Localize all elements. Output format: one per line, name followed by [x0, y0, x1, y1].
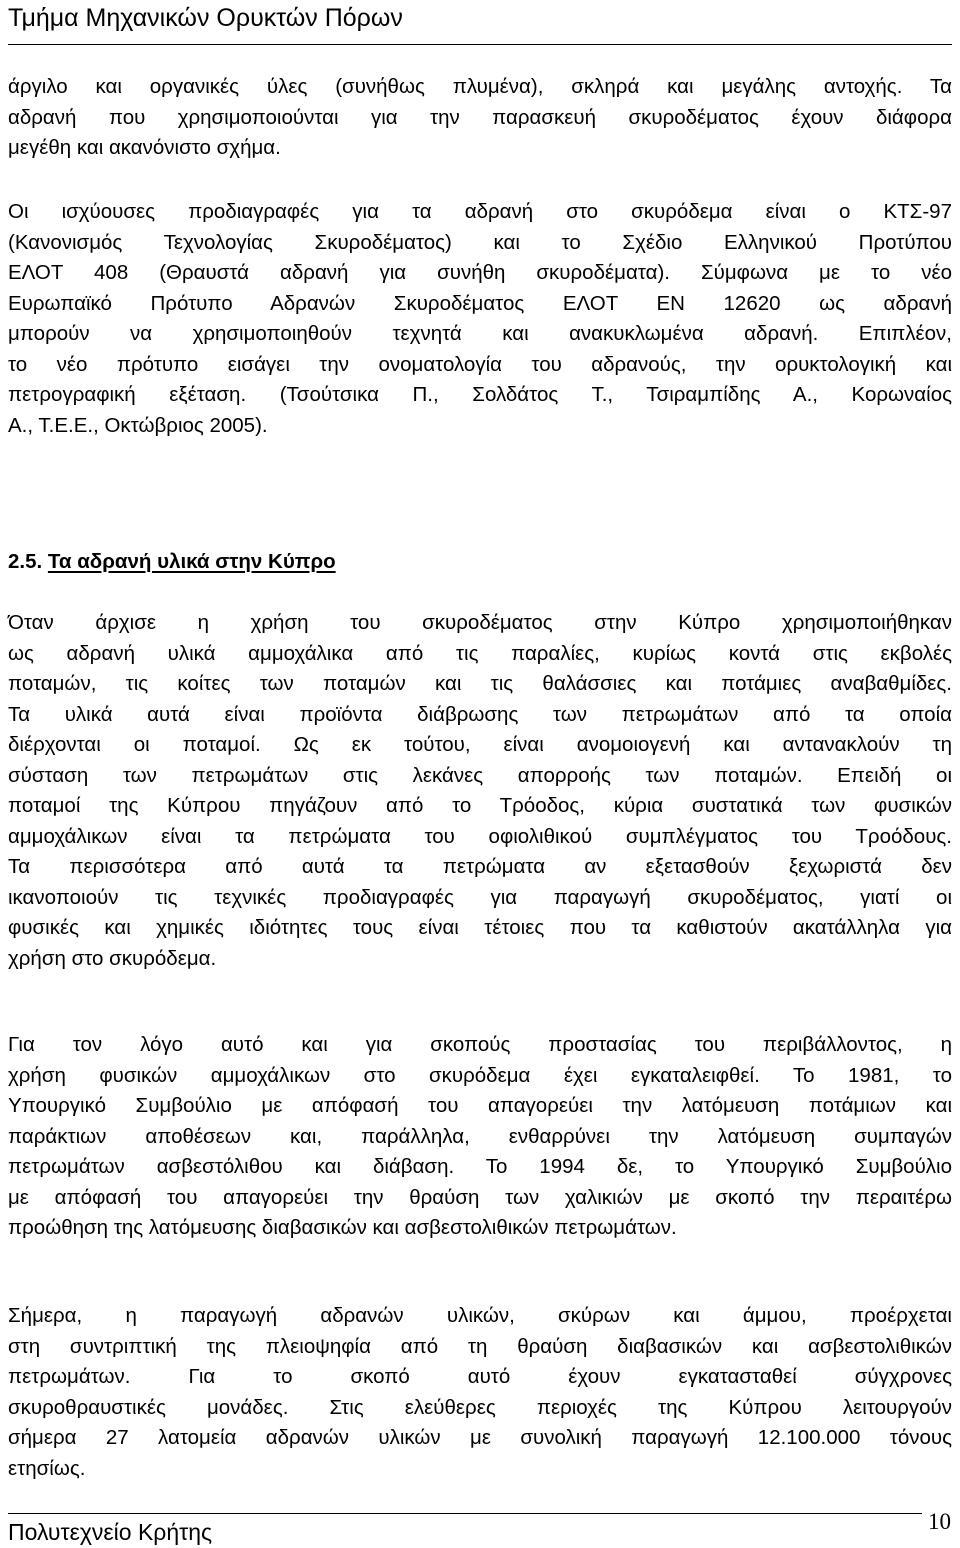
header-divider	[8, 44, 952, 45]
paragraph-specifications	[8, 197, 952, 441]
text-line: με απόφασή του απαγορεύει την θραύση των χαλικιών με σκοπό την περαιτέρω	[8, 1185, 952, 1209]
paragraph-cyprus-history	[8, 608, 952, 974]
text-line: παράκτιων αποθέσεων και, παράλληλα, ενθαρρύνει την λατόμευση συμπαγών	[8, 1124, 952, 1148]
text-line: ποταμοί της Κύπρου πηγάζουν από το Τρόοδος, κύρια συστατικά των φυσικών	[8, 794, 952, 817]
text-line: σήμερα 27 λατομεία αδρανών υλικών με συνολική παραγωγή 12.100.000 τόνους	[8, 1426, 952, 1449]
text-line: Α., Τ.Ε.Ε., Οκτώβριος 2005).	[8, 413, 268, 437]
text-line: ετησίως.	[8, 1456, 86, 1480]
text-line: Ευρωπαϊκό Πρότυπο Αδρανών Σκυροδέματος ΕΛΟΤ ΕΝ 12620 ως αδρανή	[8, 291, 952, 315]
text-line: άργιλο και οργανικές ύλες (συνήθως πλυμένα), σκληρά και μεγάλης αντοχής. Τα	[8, 75, 952, 98]
text-line: πετρογραφική εξέταση. (Τσούτσικα Π., Σολδάτος Τ., Τσιραμπίδης Α., Κορωναίος	[8, 383, 952, 406]
page-number: 10	[928, 1509, 951, 1534]
text-line: αδρανή που χρησιμοποιούνται για την παρασκευή σκυροδέματος έχουν διάφορα	[8, 105, 952, 129]
paragraph-intro-continuation	[8, 72, 952, 164]
text-line: φυσικές και χημικές ιδιότητες τους είναι τέτοιες που τα καθιστούν ακατάλληλα για	[8, 916, 952, 939]
footer-institution: Πολυτεχνείο Κρήτης	[8, 1519, 213, 1545]
text-line: σύσταση των πετρωμάτων στις λεκάνες απορροής των ποταμών. Επειδή οι	[8, 763, 952, 787]
paragraph-production-today	[8, 1301, 952, 1484]
paragraph-regulation	[8, 1030, 952, 1244]
text-line: Υπουργικό Συμβούλιο με απόφασή του απαγορεύει την λατόμευση ποτάμιων και	[8, 1094, 952, 1117]
text-line: πετρωμάτων. Για το σκοπό αυτό έχουν εγκατασταθεί σύγχρονες	[8, 1365, 952, 1388]
text-line: προώθηση της λατόμευσης διαβασικών και ασβεστολιθικών πετρωμάτων.	[8, 1216, 677, 1239]
section-number: 2.5.	[8, 550, 43, 573]
text-line: ικανοποιούν τις τεχνικές προδιαγραφές για παραγωγή σκυροδέματος, γιατί οι	[8, 885, 952, 909]
header-title: Τμήμα Μηχανικών Ορυκτών Πόρων	[8, 4, 403, 32]
text-line: ως αδρανή υλικά αμμοχάλικα από τις παραλίες, κυρίως κοντά στις εκβολές	[8, 641, 952, 665]
text-line: ΕΛΟΤ 408 (Θραυστά αδρανή για συνήθη σκυροδέματα). Σύμφωνα με το νέο	[8, 261, 952, 284]
text-line: (Κανονισμός Τεχνολογίας Σκυροδέματος) και το Σχέδιο Ελληνικού Προτύπου	[8, 230, 952, 254]
text-line: ποταμών, τις κοίτες των ποταμών και τις θαλάσσιες και ποτάμιες αναβαθμίδες.	[8, 672, 952, 695]
text-line: Οι ισχύουσες προδιαγραφές για τα αδρανή στο σκυρόδεμα είναι ο ΚΤΣ-97	[8, 200, 952, 223]
text-line: Για τον λόγο αυτό και για σκοπούς προστασίας του περιβάλλοντος, η	[8, 1033, 952, 1056]
text-line: χρήση φυσικών αμμοχάλικων στο σκυρόδεμα έχει εγκαταλειφθεί. Το 1981, το	[8, 1063, 952, 1087]
text-line: το νέο πρότυπο εισάγει την ονοματολογία του αδρανούς, την ορυκτολογική και	[8, 352, 952, 376]
text-line: Όταν άρχισε η χρήση του σκυροδέματος στην Κύπρο χρησιμοποιήθηκαν	[8, 611, 952, 634]
text-line: μπορούν να χρησιμοποιηθούν τεχνητά και ανακυκλωμένα αδρανή. Επιπλέον,	[8, 322, 952, 345]
text-line: Σήμερα, η παραγωγή αδρανών υλικών, σκύρων και άμμου, προέρχεται	[8, 1304, 952, 1327]
section-title: Τα αδρανή υλικά στην Κύπρο	[47, 550, 336, 573]
text-line: στη συντριπτική της πλειοψηφία από τη θραύση διαβασικών και ασβεστολιθικών	[8, 1334, 952, 1358]
section-heading	[8, 547, 336, 577]
text-line: χρήση στο σκυρόδεμα.	[8, 946, 217, 970]
text-line: μεγέθη και ακανόνιστο σχήμα.	[8, 136, 281, 159]
footer-divider	[8, 1513, 922, 1514]
text-line: διέρχονται οι ποταμοί. Ως εκ τούτου, είναι ανομοιογενή και αντανακλούν τη	[8, 733, 952, 756]
text-line: αμμοχάλικων είναι τα πετρώματα του οφιολιθικού συμπλέγματος του Τροόδους.	[8, 824, 952, 848]
text-line: πετρωμάτων ασβεστόλιθου και διάβαση. Το 1994 δε, το Υπουργικό Συμβούλιο	[8, 1155, 952, 1178]
text-line: σκυροθραυστικές μονάδες. Στις ελεύθερες περιοχές της Κύπρου λειτουργούν	[8, 1395, 952, 1419]
text-line: Τα περισσότερα από αυτά τα πετρώματα αν εξετασθούν ξεχωριστά δεν	[8, 855, 952, 878]
text-line: Τα υλικά αυτά είναι προϊόντα διάβρωσης των πετρωμάτων από τα οποία	[8, 702, 952, 726]
